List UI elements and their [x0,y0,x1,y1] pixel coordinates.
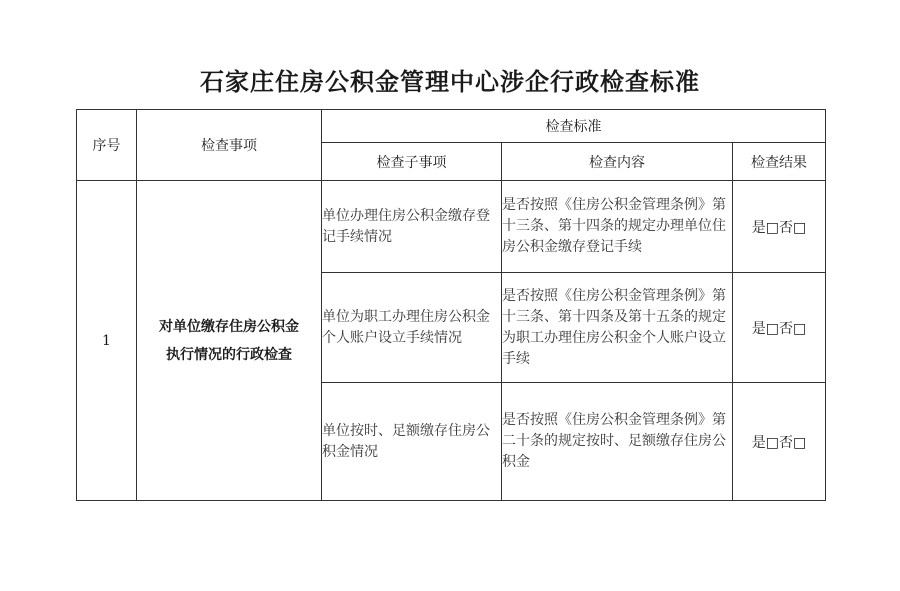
result-cell: 是□否□ [733,181,826,273]
document-title: 石家庄住房公积金管理中心涉企行政检查标准 [200,68,700,96]
header-row-1 [77,110,826,143]
row-item-line-2: 执行情况的行政检查 [166,346,292,363]
header-sub-item: 检查子事项 [322,143,502,181]
inspection-standard-table [76,109,826,501]
header-standard: 检查标准 [322,110,826,143]
result-cell: 是□否□ [733,273,826,383]
row-seq: 1 [77,181,137,501]
result-cell: 是□否□ [733,383,826,501]
sub-item-cell: 单位为职工办理住房公积金个人账户设立手续情况 [322,273,502,383]
row-item [137,181,322,501]
content-cell: 是否按照《住房公积金管理条例》第十三条、第十四条的规定办理单位住房公积金缴存登记手续 [502,181,733,273]
content-cell: 是否按照《住房公积金管理条例》第二十条的规定按时、足额缴存住房公积金 [502,383,733,501]
content-cell: 是否按照《住房公积金管理条例》第十三条、第十四条及第十五条的规定为职工办理住房公积金个人账户设立手续 [502,273,733,383]
header-result: 检查结果 [733,143,826,181]
header-seq: 序号 [77,110,137,181]
header-item: 检查事项 [137,110,322,181]
table-row [77,181,826,273]
header-content: 检查内容 [502,143,733,181]
row-item-line-1: 对单位缴存住房公积金 [159,318,299,335]
sub-item-cell: 单位按时、足额缴存住房公积金情况 [322,383,502,501]
sub-item-cell: 单位办理住房公积金缴存登记手续情况 [322,181,502,273]
